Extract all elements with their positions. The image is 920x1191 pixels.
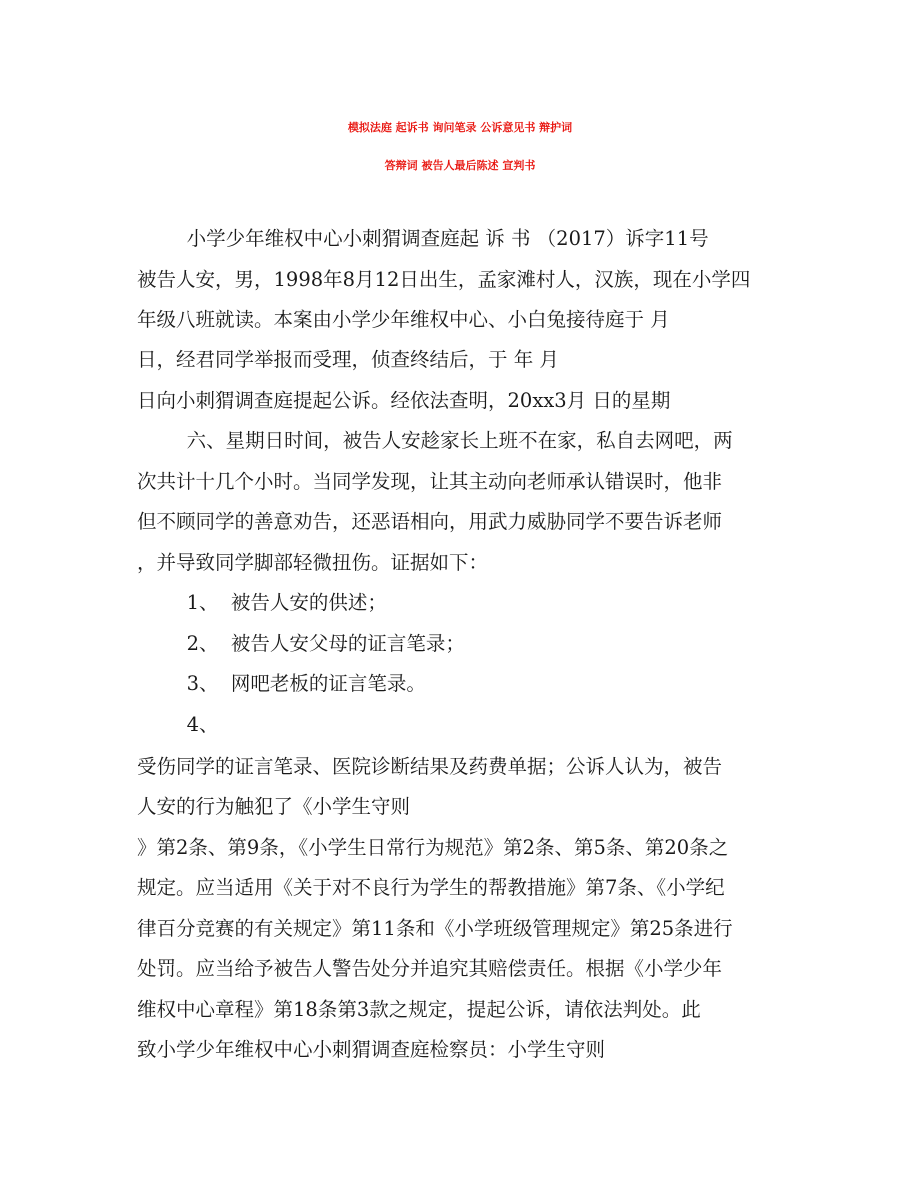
body-line: 处罚。应当给予被告人警告处分并追究其赔偿责任。根据《小学少年 [137, 957, 723, 980]
evidence-item: 1、 被告人安的供述； [137, 591, 387, 614]
body-line: 被告人安，男，1998年8月12日出生，孟家滩村人，汉族，现在小学四 [137, 268, 751, 291]
body-line: 人安的行为触犯了《小学生守则 [137, 795, 411, 818]
body-line: 受伤同学的证言笔录、医院诊断结果及药费单据；公诉人认为，被告 [137, 755, 723, 778]
body-line: 致小学少年维权中心小刺猬调查庭检察员：小学生守则 [137, 1038, 606, 1061]
evidence-item: 2、 被告人安父母的证言笔录； [137, 632, 465, 655]
body-line: 次共计十几个小时。当同学发现，让其主动向老师承认错误时，他非 [137, 470, 723, 493]
body-line: 六、星期日时间，被告人安趁家长上班不在家，私自去网吧，两 [137, 429, 733, 452]
body-line: 年级八班就读。本案由小学少年维权中心、小白兔接待庭于 月 [137, 308, 670, 331]
body-line: 维权中心章程》第18条第3款之规定，提起公诉，请依法判处。此 [137, 998, 701, 1021]
body-line: 规定。应当适用《关于对不良行为学生的帮教措施》第7条、《小学纪 [137, 876, 725, 899]
evidence-item: 3、 网吧老板的证言笔录。 [137, 672, 426, 695]
body-line: 小学少年维权中心小刺猬调查庭起 诉 书 （2017）诉字11号 [137, 227, 709, 250]
body-line: 但不顾同学的善意劝告，还恶语相向，用武力威胁同学不要告诉老师 [137, 510, 723, 533]
body-line: 日，经君同学举报而受理，侦查终结后，于 年 月 [137, 348, 559, 371]
body-line: 》第2条、第9条，《小学生日常行为规范》第2条、第5条、第20条之 [137, 836, 729, 859]
body-line: 日向小刺猬调查庭提起公诉。经依法查明，20xx3月 日的星期 [137, 389, 671, 412]
body-line: 律百分竞赛的有关规定》第11条和《小学班级管理规定》第25条进行 [137, 917, 733, 940]
body-line: ，并导致同学脚部轻微扭伤。证据如下： [137, 551, 489, 574]
document-title-line-1: 模拟法庭 起诉书 询问笔录 公诉意见书 辩护词 [347, 121, 573, 134]
document-title-line-2: 答辩词 被告人最后陈述 宣判书 [384, 159, 536, 172]
evidence-item: 4、 [137, 713, 219, 736]
